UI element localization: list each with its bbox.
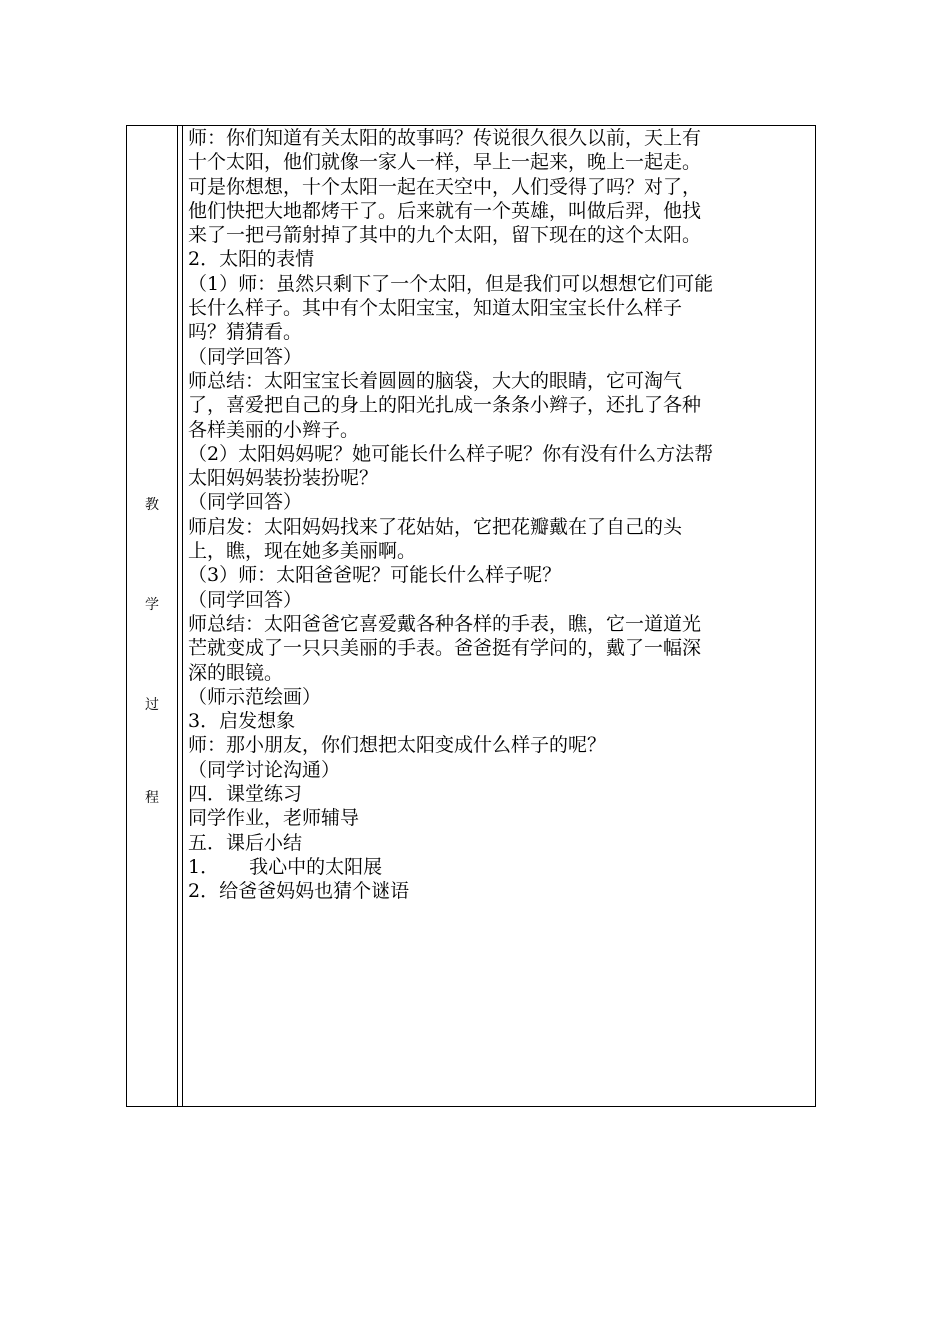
text-line: 他们快把大地都烤干了。后来就有一个英雄，叫做后羿，他找: [188, 199, 702, 222]
text-line: （3）师：太阳爸爸呢？可能长什么样子呢？: [188, 564, 562, 587]
text-line: 师总结：太阳宝宝长着圆圆的脑袋，大大的眼睛，它可淘气: [188, 369, 683, 392]
text-line: （1）师：虽然只剩下了一个太阳，但是我们可以想想它们可能: [188, 272, 714, 295]
text-line: 各样美丽的小辫子。: [188, 418, 360, 441]
text-line: 深的眼镜。: [188, 661, 284, 684]
text-line: 上，瞧，现在她多美丽啊。: [188, 540, 417, 563]
section-label-char: 教: [145, 497, 159, 513]
table-divider: [182, 126, 183, 1106]
section-label-column: [127, 126, 177, 1106]
list-item-number: 1．: [188, 855, 220, 878]
section-label-char: 学: [145, 597, 159, 613]
text-line: 了，喜爱把自己的身上的阳光扎成一条条小辫子，还扎了各种: [188, 394, 702, 417]
section-heading: 3．启发想象: [188, 710, 296, 733]
section-heading: 2．太阳的表情: [188, 248, 315, 271]
list-item: 2．给爸爸妈妈也猜个谜语: [188, 880, 410, 903]
list-item-text: 我心中的太阳展: [249, 855, 383, 878]
text-line: 师总结：太阳爸爸它喜爱戴各种各样的手表，瞧，它一道道光: [188, 612, 702, 635]
section-label-char: 过: [145, 697, 159, 713]
text-line: 可是你想想，十个太阳一起在天空中，人们受得了吗？对了，: [188, 175, 702, 198]
section-heading: 四．课堂练习: [188, 783, 303, 806]
text-line: 师：你们知道有关太阳的故事吗？传说很久很久以前，天上有: [188, 127, 702, 149]
text-line: （师示范绘画）: [188, 685, 322, 708]
text-line: 师启发：太阳妈妈找来了花姑姑，它把花瓣戴在了自己的头: [188, 515, 683, 538]
section-heading: 五．课后小结: [188, 831, 303, 854]
text-line: 师：那小朋友，你们想把太阳变成什么样子的呢？: [188, 734, 607, 757]
table-divider: [177, 126, 178, 1106]
lesson-content: [188, 126, 810, 904]
text-line: （同学回答）: [188, 345, 303, 368]
text-line: 同学作业，老师辅导: [188, 807, 360, 830]
text-line: 吗？猜猜看。: [188, 321, 303, 344]
text-line: （2）太阳妈妈呢？她可能长什么样子呢？你有没有什么方法帮: [188, 442, 714, 465]
text-line: 长什么样子。其中有个太阳宝宝，知道太阳宝宝长什么样子: [188, 297, 683, 320]
text-line: 十个太阳，他们就像一家人一样，早上一起来，晚上一起走。: [188, 151, 702, 174]
text-line: 太阳妈妈装扮装扮呢？: [188, 467, 379, 490]
section-label-char: 程: [145, 790, 159, 806]
text-line: 芒就变成了一只只美丽的手表。爸爸挺有学问的，戴了一幅深: [188, 637, 702, 660]
lesson-table: [126, 125, 816, 1107]
text-line: （同学讨论沟通）: [188, 758, 341, 781]
text-line: （同学回答）: [188, 491, 303, 514]
text-line: 来了一把弓箭射掉了其中的九个太阳，留下现在的这个太阳。: [188, 224, 702, 247]
list-item: [188, 855, 810, 879]
text-line: （同学回答）: [188, 588, 303, 611]
